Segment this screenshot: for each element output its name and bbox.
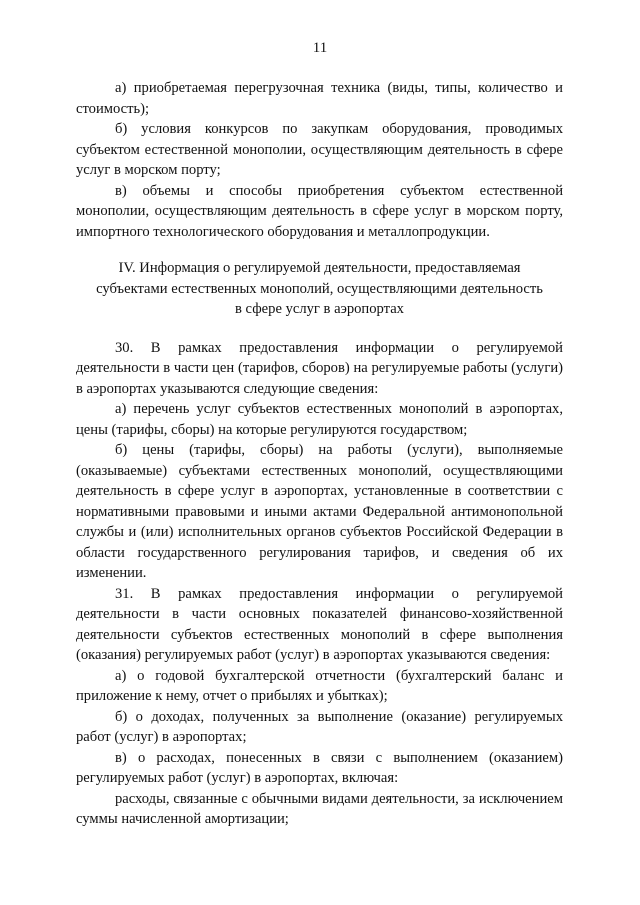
- section-heading-line-1: IV. Информация о регулируемой деятельности, предоставляемая: [118, 260, 521, 276]
- paragraph-31-c: в) о расходах, понесенных в связи с выполнением (оказанием) регулируемых работ (услуг) в аэропортах, включая:: [76, 749, 563, 786]
- paragraph-expenses: расходы, связанные с обычными видами деятельности, за исключением суммы начисленной амортизации;: [76, 790, 563, 827]
- paragraph-30: 30. В рамках предоставления информации о регулируемой деятельности в части цен (тарифов, сборов) на регулируемые работы (услуги) в аэропортах указываются следующие сведения:: [76, 339, 563, 397]
- document-body: [76, 78, 563, 830]
- page-number: 11: [312, 40, 328, 56]
- section-heading: [76, 258, 563, 320]
- paragraph-31-a: а) о годовой бухгалтерской отчетности (бухгалтерский баланс и приложение к нему, отчет о прибылях и убытках);: [76, 667, 563, 704]
- section-heading-line-2: субъектами естественных монополий, осуществляющими деятельность: [96, 280, 543, 297]
- paragraph-b-tenders: б) условия конкурсов по закупкам оборудования, проводимых субъектом естественной монополии, осуществляющим деятельность в сфере услуг в морском порту;: [76, 121, 563, 178]
- paragraph-31: 31. В рамках предоставления информации о регулируемой деятельности в части основных показателей финансово-хозяйственной деятельности субъектов естественных монополий в сфере выполнения (оказания) регулируемых работ (услуг) в аэропортах указываются сведения:: [76, 585, 563, 663]
- paragraph-30-b: б) цены (тарифы, сборы) на работы (услуги), выполняемые (оказываемые) субъектами естественных монополий, осуществляющими деятельность в сфере услуг в аэропортах, установленные в соответствии с нормативными правовыми и иными актами Федеральной антимонопольной службы и (или) исполнительных органов субъектов Российской Федерации в области государственного регулирования тарифов, и сведения об их изменении.: [76, 442, 563, 581]
- paragraph-31-b: б) о доходах, полученных за выполнение (оказание) регулируемых работ (услуг) в аэропортах;: [76, 708, 563, 745]
- paragraph-a-equipment: а) приобретаемая перегрузочная техника (виды, типы, количество и стоимость);: [76, 80, 563, 117]
- section-heading-line-3: в сфере услуг в аэропортах: [235, 301, 404, 317]
- paragraph-30-a: а) перечень услуг субъектов естественных монополий в аэропортах, цены (тарифы, сборы) на которые регулируются государством;: [76, 401, 563, 438]
- paragraph-c-import: в) объемы и способы приобретения субъектом естественной монополии, осуществляющим деятельность в сфере услуг в морском порту, импортного технологического оборудования и металлопродукции.: [76, 182, 563, 240]
